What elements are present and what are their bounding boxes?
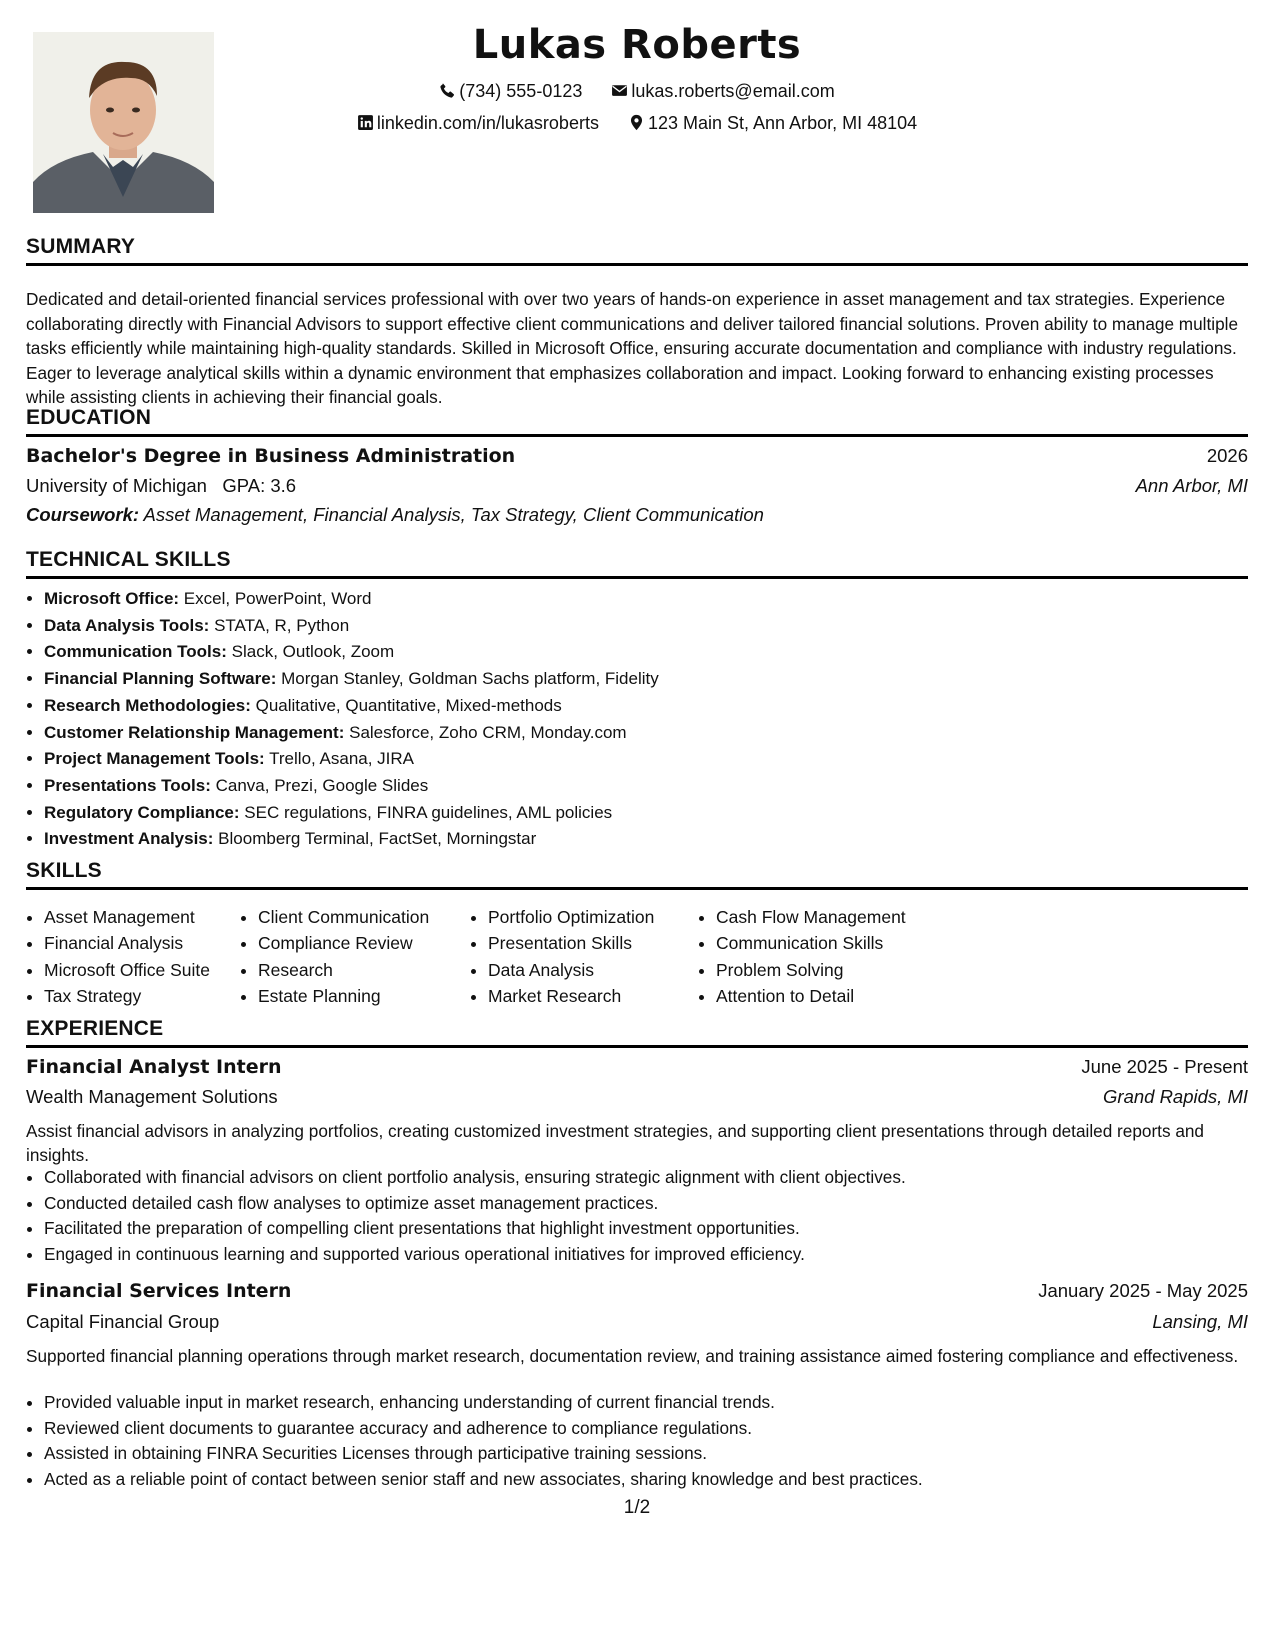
gpa: GPA: 3.6: [222, 475, 297, 496]
list-item: • Assisted in obtaining FINRA Securities Licenses through participative training sessions.: [44, 1441, 1248, 1467]
address-contact: [628, 113, 917, 134]
map-pin-icon: [628, 113, 648, 133]
skill-category: Customer Relationship Management:: [44, 722, 345, 742]
skills-column-2: [240, 904, 429, 1009]
list-item: • Conducted detailed cash flow analyses to optimize asset management practices.: [44, 1191, 1248, 1217]
job-dates: June 2025 - Present: [1081, 1056, 1248, 1077]
coursework-list: Asset Management, Financial Analysis, Tax Strategy, Client Communication: [143, 504, 764, 525]
linkedin-link[interactable]: linkedin.com/in/lukasroberts: [376, 113, 599, 133]
list-item: • Problem Solving: [716, 957, 906, 983]
list-item: [44, 639, 1248, 666]
skill-category: Communication Tools:: [44, 642, 227, 662]
list-item: [44, 666, 1248, 693]
skill-category: Presentations Tools:: [44, 775, 211, 795]
job-title: Financial Services Intern: [26, 1280, 292, 1302]
skill-values: SEC regulations, FINRA guidelines, AML policies: [244, 802, 613, 822]
coursework-label: Coursework:: [26, 504, 140, 525]
list-item: [44, 693, 1248, 720]
list-item: [44, 800, 1248, 827]
education-degree-row: [26, 445, 1248, 467]
page-number: 1/2: [623, 1497, 651, 1518]
phone-icon: [439, 81, 459, 101]
skills-column-1: [26, 904, 210, 1009]
email-link[interactable]: lukas.roberts@email.com: [631, 81, 835, 101]
school-location: Ann Arbor, MI: [1135, 475, 1248, 496]
list-item: • Compliance Review: [258, 930, 429, 956]
job-title: Financial Analyst Intern: [26, 1056, 282, 1078]
skill-category: Microsoft Office:: [44, 589, 180, 608]
list-item: • Financial Analysis: [44, 930, 210, 956]
job-description: Supported financial planning operations through market research, documentation review, and training assistance aimed fostering compliance and effectiveness.: [26, 1346, 1239, 1366]
skill-category: Regulatory Compliance:: [44, 802, 240, 822]
linkedin-icon: [357, 113, 377, 133]
job-1-title-row: [26, 1056, 1248, 1078]
list-item: • Research: [258, 957, 429, 983]
list-item: [44, 586, 1248, 613]
skill-category: Investment Analysis:: [44, 829, 214, 849]
skill-values: Morgan Stanley, Goldman Sachs platform, Fidelity: [281, 669, 659, 689]
list-item: • Market Research: [488, 983, 654, 1009]
skills-heading: SKILLS: [26, 859, 1248, 890]
skill-values: Salesforce, Zoho CRM, Monday.com: [349, 722, 627, 742]
job-dates: January 2025 - May 2025: [1038, 1280, 1248, 1301]
skill-category: Financial Planning Software:: [44, 669, 277, 689]
address-text: 123 Main St, Ann Arbor, MI 48104: [647, 113, 918, 133]
contact-line-2: [26, 113, 1248, 134]
list-item: • Engaged in continuous learning and supported various operational initiatives for improved efficiency.: [44, 1242, 1248, 1268]
phone-number: (734) 555-0123: [459, 81, 583, 101]
job-2-bullets: [44, 1390, 1248, 1492]
list-item: [44, 773, 1248, 800]
list-item: • Acted as a reliable point of contact between senior staff and new associates, sharing knowledge and best practices.: [44, 1467, 1248, 1493]
experience-heading: EXPERIENCE: [26, 1017, 1248, 1048]
linkedin-contact: [357, 113, 599, 134]
list-item: • Client Communication: [258, 904, 429, 930]
coursework-row: [26, 504, 1248, 526]
skills-column-3: [470, 904, 654, 1009]
list-item: • Tax Strategy: [44, 983, 210, 1009]
job-location: Lansing, MI: [1152, 1311, 1248, 1332]
skill-values: STATA, R, Python: [214, 615, 350, 635]
skill-values: Slack, Outlook, Zoom: [231, 642, 395, 662]
list-item: • Microsoft Office Suite: [44, 957, 210, 983]
degree-title: Bachelor's Degree in Business Administration: [26, 445, 516, 467]
education-school-row: [26, 475, 1248, 497]
summary-text: Dedicated and detail-oriented financial services professional with over two years of hands-on experience in asset management and tax strategies. Experience collaborating directly with Financial Advisors to support effective client communications and deliver tailored financial solutions. Proven ability to manage multiple tasks efficiently while maintaining high-quality standards. Skilled in Microsoft Office, ensuring accurate documentation and compliance with industry regulations. Eager to leverage analytical skills within a dynamic environment that emphasizes collaboration and impact. Looking forward to enhancing existing processes while assisting clients in achieving their financial goals.: [26, 289, 1239, 407]
skill-values: Excel, PowerPoint, Word: [183, 589, 372, 608]
resume-page: [26, 0, 1248, 1650]
company-name: Capital Financial Group: [26, 1311, 220, 1332]
skill-values: Canva, Prezi, Google Slides: [215, 775, 429, 795]
list-item: • Collaborated with financial advisors on client portfolio analysis, ensuring strategic alignment with client objectives.: [44, 1165, 1248, 1191]
list-item: [44, 720, 1248, 747]
list-item: • Cash Flow Management: [716, 904, 906, 930]
skill-values: Trello, Asana, JIRA: [269, 749, 415, 769]
job-1-company-row: [26, 1086, 1248, 1108]
job-location: Grand Rapids, MI: [1103, 1086, 1248, 1107]
list-item: [44, 826, 1248, 853]
technical-skills-list: [44, 586, 1248, 853]
list-item: • Reviewed client documents to guarantee accuracy and adherence to compliance regulations.: [44, 1416, 1248, 1442]
contact-line-1: [26, 81, 1248, 102]
job-2-title-row: [26, 1280, 1248, 1302]
job-2-company-row: [26, 1311, 1248, 1333]
company-name: Wealth Management Solutions: [26, 1086, 278, 1107]
skill-category: Project Management Tools:: [44, 749, 265, 769]
list-item: • Communication Skills: [716, 930, 906, 956]
envelope-icon: [611, 81, 631, 101]
list-item: • Data Analysis: [488, 957, 654, 983]
phone-contact: [439, 81, 582, 102]
list-item: • Presentation Skills: [488, 930, 654, 956]
candidate-name: Lukas Roberts: [472, 22, 802, 68]
skill-values: Qualitative, Quantitative, Mixed-methods: [255, 695, 562, 715]
summary-heading: SUMMARY: [26, 235, 1248, 266]
list-item: • Portfolio Optimization: [488, 904, 654, 930]
list-item: [44, 613, 1248, 640]
list-item: • Attention to Detail: [716, 983, 906, 1009]
school-name: University of Michigan: [26, 475, 207, 496]
email-contact: [611, 81, 834, 102]
graduation-year: 2026: [1206, 445, 1248, 466]
skill-category: Data Analysis Tools:: [44, 615, 210, 635]
list-item: • Provided valuable input in market research, enhancing understanding of current financial trends.: [44, 1390, 1248, 1416]
skill-values: Bloomberg Terminal, FactSet, Morningstar: [218, 829, 537, 849]
list-item: • Estate Planning: [258, 983, 429, 1009]
list-item: [44, 746, 1248, 773]
skills-column-4: [698, 904, 906, 1009]
list-item: • Asset Management: [44, 904, 210, 930]
skill-category: Research Methodologies:: [44, 695, 251, 715]
education-heading: EDUCATION: [26, 406, 1248, 437]
technical-skills-heading: TECHNICAL SKILLS: [26, 548, 1248, 579]
job-1-bullets: [44, 1165, 1248, 1267]
job-description: Assist financial advisors in analyzing portfolios, creating customized investment strategies, and supporting client presentations through detailed reports and insights.: [26, 1121, 1204, 1165]
list-item: • Facilitated the preparation of compelling client presentations that highlight investment opportunities.: [44, 1216, 1248, 1242]
